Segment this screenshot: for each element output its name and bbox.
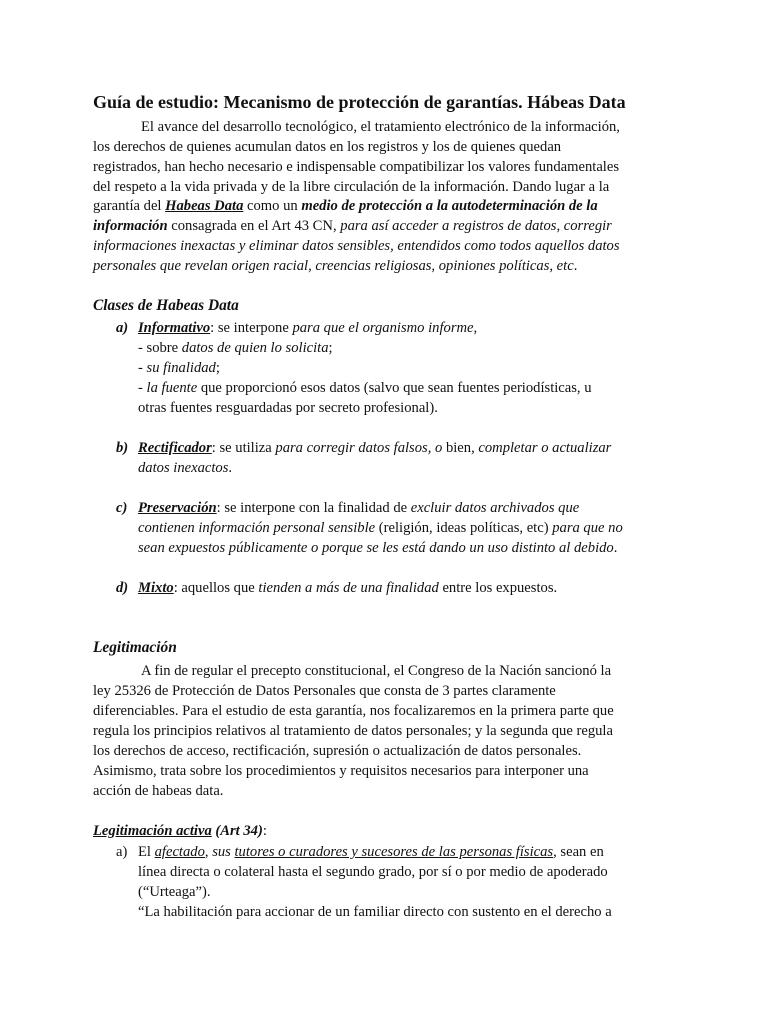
italic-text: para que no bbox=[552, 520, 623, 536]
emphasis-text: información bbox=[93, 218, 168, 234]
list-label: c) bbox=[116, 500, 128, 516]
legitimacion-activa-heading bbox=[93, 821, 267, 841]
text: El bbox=[138, 844, 155, 860]
clase-item-informativo bbox=[116, 318, 477, 338]
activa-line-2: línea directa o colateral hasta el segundo grado, por sí o por medio de apoderado bbox=[138, 864, 608, 880]
clases-heading: Clases de Habeas Data bbox=[93, 297, 239, 314]
legitimacion-line-1: A fin de regular el precepto constitucional, el Congreso de la Nación sancionó la bbox=[141, 663, 612, 679]
italic-text: contienen información personal sensible bbox=[138, 520, 376, 536]
clase-item-preservacion bbox=[116, 498, 579, 518]
intro-line-7 bbox=[93, 236, 620, 256]
informativo-sub-3 bbox=[138, 378, 592, 398]
legitimacion-line-7: acción de habeas data. bbox=[93, 783, 224, 799]
legitimacion-line-4: regula los principios relativos al tratamiento de datos personales; y la segunda que regula bbox=[93, 723, 613, 739]
colon: : bbox=[262, 823, 267, 839]
text: bien, bbox=[442, 440, 479, 456]
underlined-text: afectado bbox=[154, 844, 205, 860]
text: - bbox=[138, 360, 147, 376]
text: que proporcionó esos datos (salvo que sean fuentes periodísticas, u bbox=[197, 380, 592, 396]
legitimacion-line-5: los derechos de acceso, rectificación, supresión o actualización de datos personales. bbox=[93, 743, 582, 759]
preservacion-line-3 bbox=[138, 538, 617, 558]
italic-text: informaciones inexactas y eliminar datos sensibles, entendidos como todos aquellos datos bbox=[93, 238, 620, 254]
italic-text: excluir datos archivados que bbox=[410, 500, 580, 516]
text: : se interpone bbox=[210, 320, 293, 336]
text: . bbox=[613, 540, 618, 556]
italic-text: tienden a más de una finalidad bbox=[258, 580, 439, 596]
rectificador-line-2 bbox=[138, 458, 232, 478]
document-title: Guía de estudio: Mecanismo de protección de garantías. Hábeas Data bbox=[93, 92, 626, 112]
text: . bbox=[228, 460, 233, 476]
activa-line-3: (“Urteaga”). bbox=[138, 884, 211, 900]
intro-text: consagrada en el Art 43 CN, bbox=[167, 218, 341, 234]
informativo-sub-4: otras fuentes resguardadas por secreto profesional). bbox=[138, 400, 438, 416]
clase-item-mixto bbox=[116, 578, 557, 598]
legitimacion-line-3: diferenciables. Para el estudio de esta garantía, nos focalizaremos en la primera parte que bbox=[93, 703, 614, 719]
habeas-data-term: Habeas Data bbox=[165, 198, 244, 214]
text: , bbox=[204, 844, 213, 860]
informativo-sub-1 bbox=[138, 338, 333, 358]
underlined-text: tutores o curadores y sucesores de las personas físicas bbox=[234, 844, 554, 860]
italic-text: personales que revelan origen racial, creencias religiosas, opiniones políticas, etc bbox=[93, 258, 574, 274]
activa-item-a bbox=[116, 842, 604, 862]
italic-text: para corregir datos falsos, o bbox=[275, 440, 443, 456]
text: ; bbox=[328, 340, 333, 356]
italic-text: completar o actualizar bbox=[478, 440, 612, 456]
italic-text: datos inexactos bbox=[138, 460, 229, 476]
clase-name: Rectificador bbox=[138, 440, 212, 456]
intro-text: garantía del bbox=[93, 198, 166, 214]
clase-name: Mixto bbox=[138, 580, 174, 596]
list-label: d) bbox=[116, 580, 129, 596]
text: - bbox=[138, 380, 147, 396]
text: entre los expuestos. bbox=[438, 580, 558, 596]
italic-text: su finalidad bbox=[146, 360, 216, 376]
text: - sobre bbox=[138, 340, 182, 356]
emphasis-text: medio de protección a la autodeterminación de la bbox=[301, 198, 598, 214]
heading-text: Legitimación activa bbox=[93, 823, 212, 839]
preservacion-line-2 bbox=[138, 518, 623, 538]
period: . bbox=[573, 258, 578, 274]
legitimacion-line-6: Asimismo, trata sobre los procedimientos y requisitos necesarios para interponer una bbox=[93, 763, 589, 779]
italic-text: para que el organismo informe bbox=[292, 320, 474, 336]
intro-line-5 bbox=[93, 196, 598, 216]
italic-text: para así acceder a registros de datos, corregir bbox=[340, 218, 612, 234]
text: : se interpone con la finalidad de bbox=[216, 500, 411, 516]
intro-line-6 bbox=[93, 216, 612, 236]
legitimacion-line-2: ley 25326 de Protección de Datos Personales que consta de 3 partes claramente bbox=[93, 683, 556, 699]
italic-text: la fuente bbox=[146, 380, 198, 396]
intro-text: como un bbox=[243, 198, 302, 214]
italic-text: sus bbox=[212, 844, 231, 860]
text: , sean en bbox=[553, 844, 604, 860]
clase-name: Preservación bbox=[138, 500, 217, 516]
intro-line-3: registrados, han hecho necesario e indispensable compatibilizar los valores fundamentales bbox=[93, 159, 620, 175]
clase-name: Informativo bbox=[138, 320, 211, 336]
informativo-sub-2 bbox=[138, 358, 220, 378]
italic-text: sean expuestos públicamente o porque se les está dando un uso distinto al debido bbox=[138, 540, 614, 556]
article-ref: (Art 34) bbox=[211, 823, 263, 839]
text: : aquellos que bbox=[173, 580, 259, 596]
activa-line-4: “La habilitación para accionar de un familiar directo con sustento en el derecho a bbox=[138, 904, 612, 920]
text: : se utiliza bbox=[211, 440, 276, 456]
legitimacion-heading: Legitimación bbox=[93, 639, 177, 656]
clase-item-rectificador bbox=[116, 438, 611, 458]
intro-line-4: del respeto a la vida privada y de la libre circulación de la información. Dando lugar a la bbox=[93, 179, 610, 195]
list-label: a) bbox=[116, 844, 128, 860]
italic-text: datos de quien lo solicita bbox=[181, 340, 329, 356]
list-label: a) bbox=[116, 320, 129, 336]
text: (religión, ideas políticas, etc) bbox=[375, 520, 553, 536]
intro-line-1: El avance del desarrollo tecnológico, el tratamiento electrónico de la información, bbox=[141, 119, 620, 135]
text: ; bbox=[215, 360, 220, 376]
text: , bbox=[473, 320, 478, 336]
intro-line-8 bbox=[93, 256, 577, 276]
list-label: b) bbox=[116, 440, 129, 456]
intro-line-2: los derechos de quienes acumulan datos en los registros y los de quienes quedan bbox=[93, 139, 562, 155]
